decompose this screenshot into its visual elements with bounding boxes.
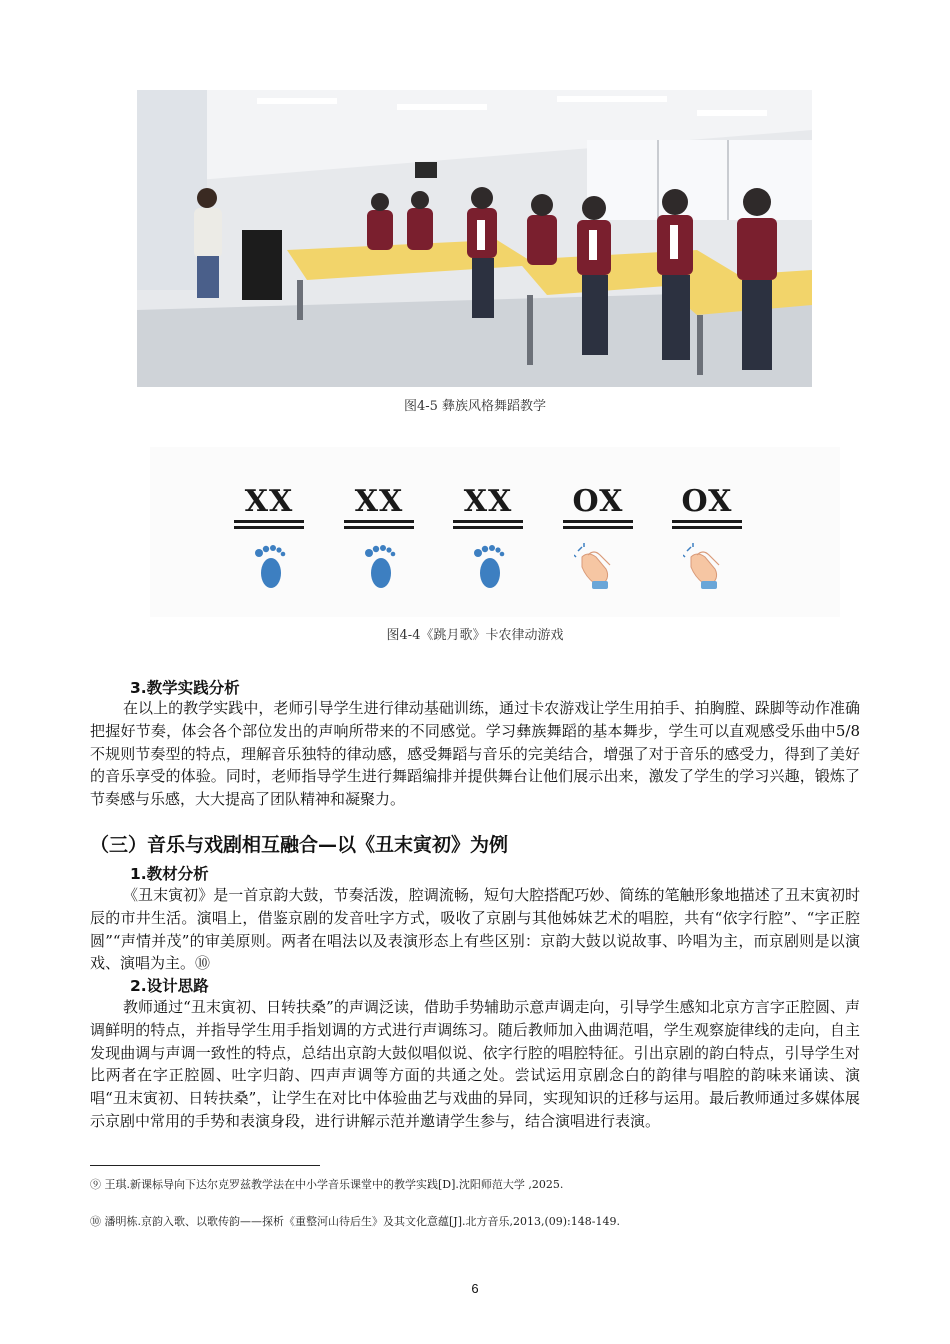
figure-4-4-caption: 图4-4《跳月歌》卡农律动游戏 — [386, 628, 564, 643]
footnote-9: ⑨ 王琪.新课标导向下达尔克罗兹教学法在中小学音乐课堂中的教学实践[D].沈阳师范大学 ,2025. — [90, 1178, 564, 1191]
section-paragraph: 教师通过“丑末寅初、日转扶桑”的声调泛读，借助手势辅助示意声调走向，引导学生感知北京方言字正腔圆、声调鲜明的特点，并指导学生用手指划调的方式进行声调练习。随后教师加入曲调范唱，学生观察旋律线的走向，自主发现曲调与声调一致性的特点，总结出京韵大鼓似唱似说、依字行腔的唱腔特征。引出京剧的韵白特点，引导学生对比两者在字正腔圆、吐字归韵、四声声调等方面的共通之处。尝试运用京剧念白的韵律与唱腔的韵味来诵读、演唱“丑末寅初、日转扶桑”，让学生在对比中体验曲艺与戏曲的异同，实现知识的迁移与运用。最后教师通过多媒体展示京剧中常用的手势和表演身段，进行讲解示范并邀请学生参与，结合演唱进行表演。 — [90, 998, 860, 1130]
section-heading: 3.教学实践分析 — [130, 679, 240, 697]
section-paragraph: 在以上的教学实践中，老师引导学生进行律动基础训练，通过卡农游戏让学生用拍手、拍胸膛、跺脚等动作准确把握好节奏，体会各个部位发出的声响所带来的不同感觉。学习彝族舞蹈的基本舞步，学生可以直观感受乐曲中5/8不规则节奏型的特点，理解音乐独特的律动感，感受舞蹈与音乐的完美结合，增强了对于音乐的感受力，得到了美好的音乐享受的体验。同时，老师指导学生进行舞蹈编排并提供舞台让他们展示出来，激发了学生的学习兴趣，锻炼了节奏感与乐感，大大提高了团队精神和凝聚力。 — [90, 699, 860, 809]
section-heading: 1.教材分析 — [130, 865, 209, 883]
footnote-divider — [90, 1165, 320, 1166]
figure-4-5-caption: 图4-5 彝族风格舞蹈教学 — [403, 399, 547, 414]
footprint-icon — [342, 543, 416, 591]
beat-symbol: XX — [354, 484, 404, 519]
beat-3 — [451, 484, 525, 591]
beat-symbol: XX — [463, 484, 513, 519]
footprint-icon — [451, 543, 525, 591]
beat-2 — [342, 484, 416, 591]
clap-hands-icon — [670, 543, 744, 591]
beat-1 — [232, 484, 306, 591]
beat-symbol: XX — [244, 484, 294, 519]
rhythm-game-figure — [150, 447, 840, 617]
section-paragraph: 《丑末寅初》是一首京韵大鼓，节奏活泼，腔调流畅，短句大腔搭配巧妙、简练的笔触形象地描述了丑末寅初时辰的市井生活。演唱上，借鉴京剧的发音吐字方式，吸收了京剧与其他姊妹艺术的唱腔，共有“依字行腔”、“字正腔圆”“声情并茂”的审美原则。两者在唱法以及表演形态上有些区别：京韵大鼓以说故事、吟唱为主，而京剧则是以演戏、演唱为主。⑩ — [90, 886, 860, 973]
beat-5 — [670, 484, 744, 591]
beat-4 — [561, 484, 635, 591]
classroom-dance-photo — [137, 90, 812, 387]
chapter-heading: （三）音乐与戏剧相互融合—以《丑末寅初》为例 — [90, 834, 509, 856]
footprint-icon — [232, 543, 306, 591]
clap-hands-icon — [561, 543, 635, 591]
beat-symbol: OX — [572, 484, 624, 519]
page-number: 6 — [471, 1281, 479, 1296]
footnote-10: ⑩ 潘明栋.京韵入歌、以歌传韵——探析《重整河山待后生》及其文化意蕴[J].北方音乐,2013,(09):148-149. — [90, 1215, 620, 1228]
section-heading: 2.设计思路 — [130, 977, 209, 995]
beat-symbol: OX — [681, 484, 733, 519]
